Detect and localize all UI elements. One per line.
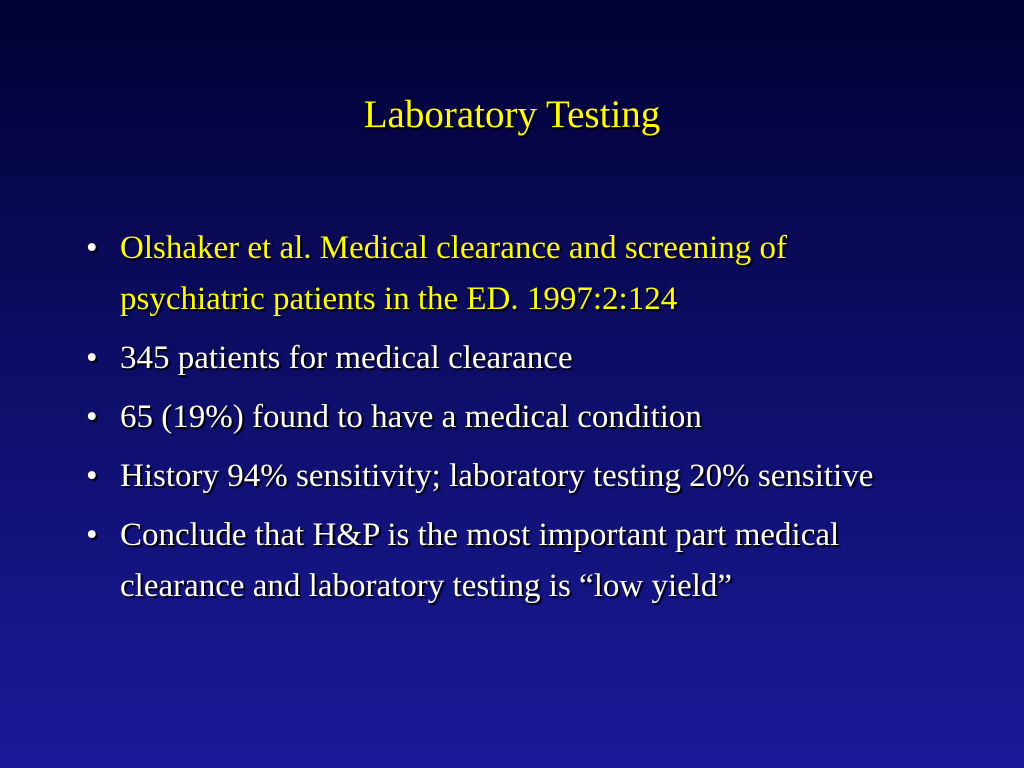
bullet-dot: • [86, 230, 98, 266]
bullet-dot: • [86, 458, 98, 494]
bullet-item-condition [86, 392, 936, 443]
bullet-list [86, 223, 936, 620]
bullet-text: History 94% sensitivity; laboratory testing 20% sensitive [120, 458, 874, 494]
bullet-dot: • [86, 517, 98, 553]
bullet-text: 345 patients for medical clearance [120, 340, 573, 376]
bullet-item-sensitivity [86, 451, 936, 502]
bullet-item-citation [86, 223, 936, 325]
bullet-dot: • [86, 399, 98, 435]
bullet-item-conclusion [86, 510, 936, 612]
bullet-text: 65 (19%) found to have a medical condition [120, 399, 702, 435]
bullet-text: Conclude that H&P is the most important part medical clearance and laboratory testing is “low yield” [120, 517, 840, 604]
bullet-item-patients [86, 333, 936, 384]
slide-title: Laboratory Testing [363, 93, 661, 136]
bullet-dot: • [86, 340, 98, 376]
bullet-text: Olshaker et al. Medical clearance and screening of psychiatric patients in the ED. 1997:2:124 [120, 230, 787, 317]
